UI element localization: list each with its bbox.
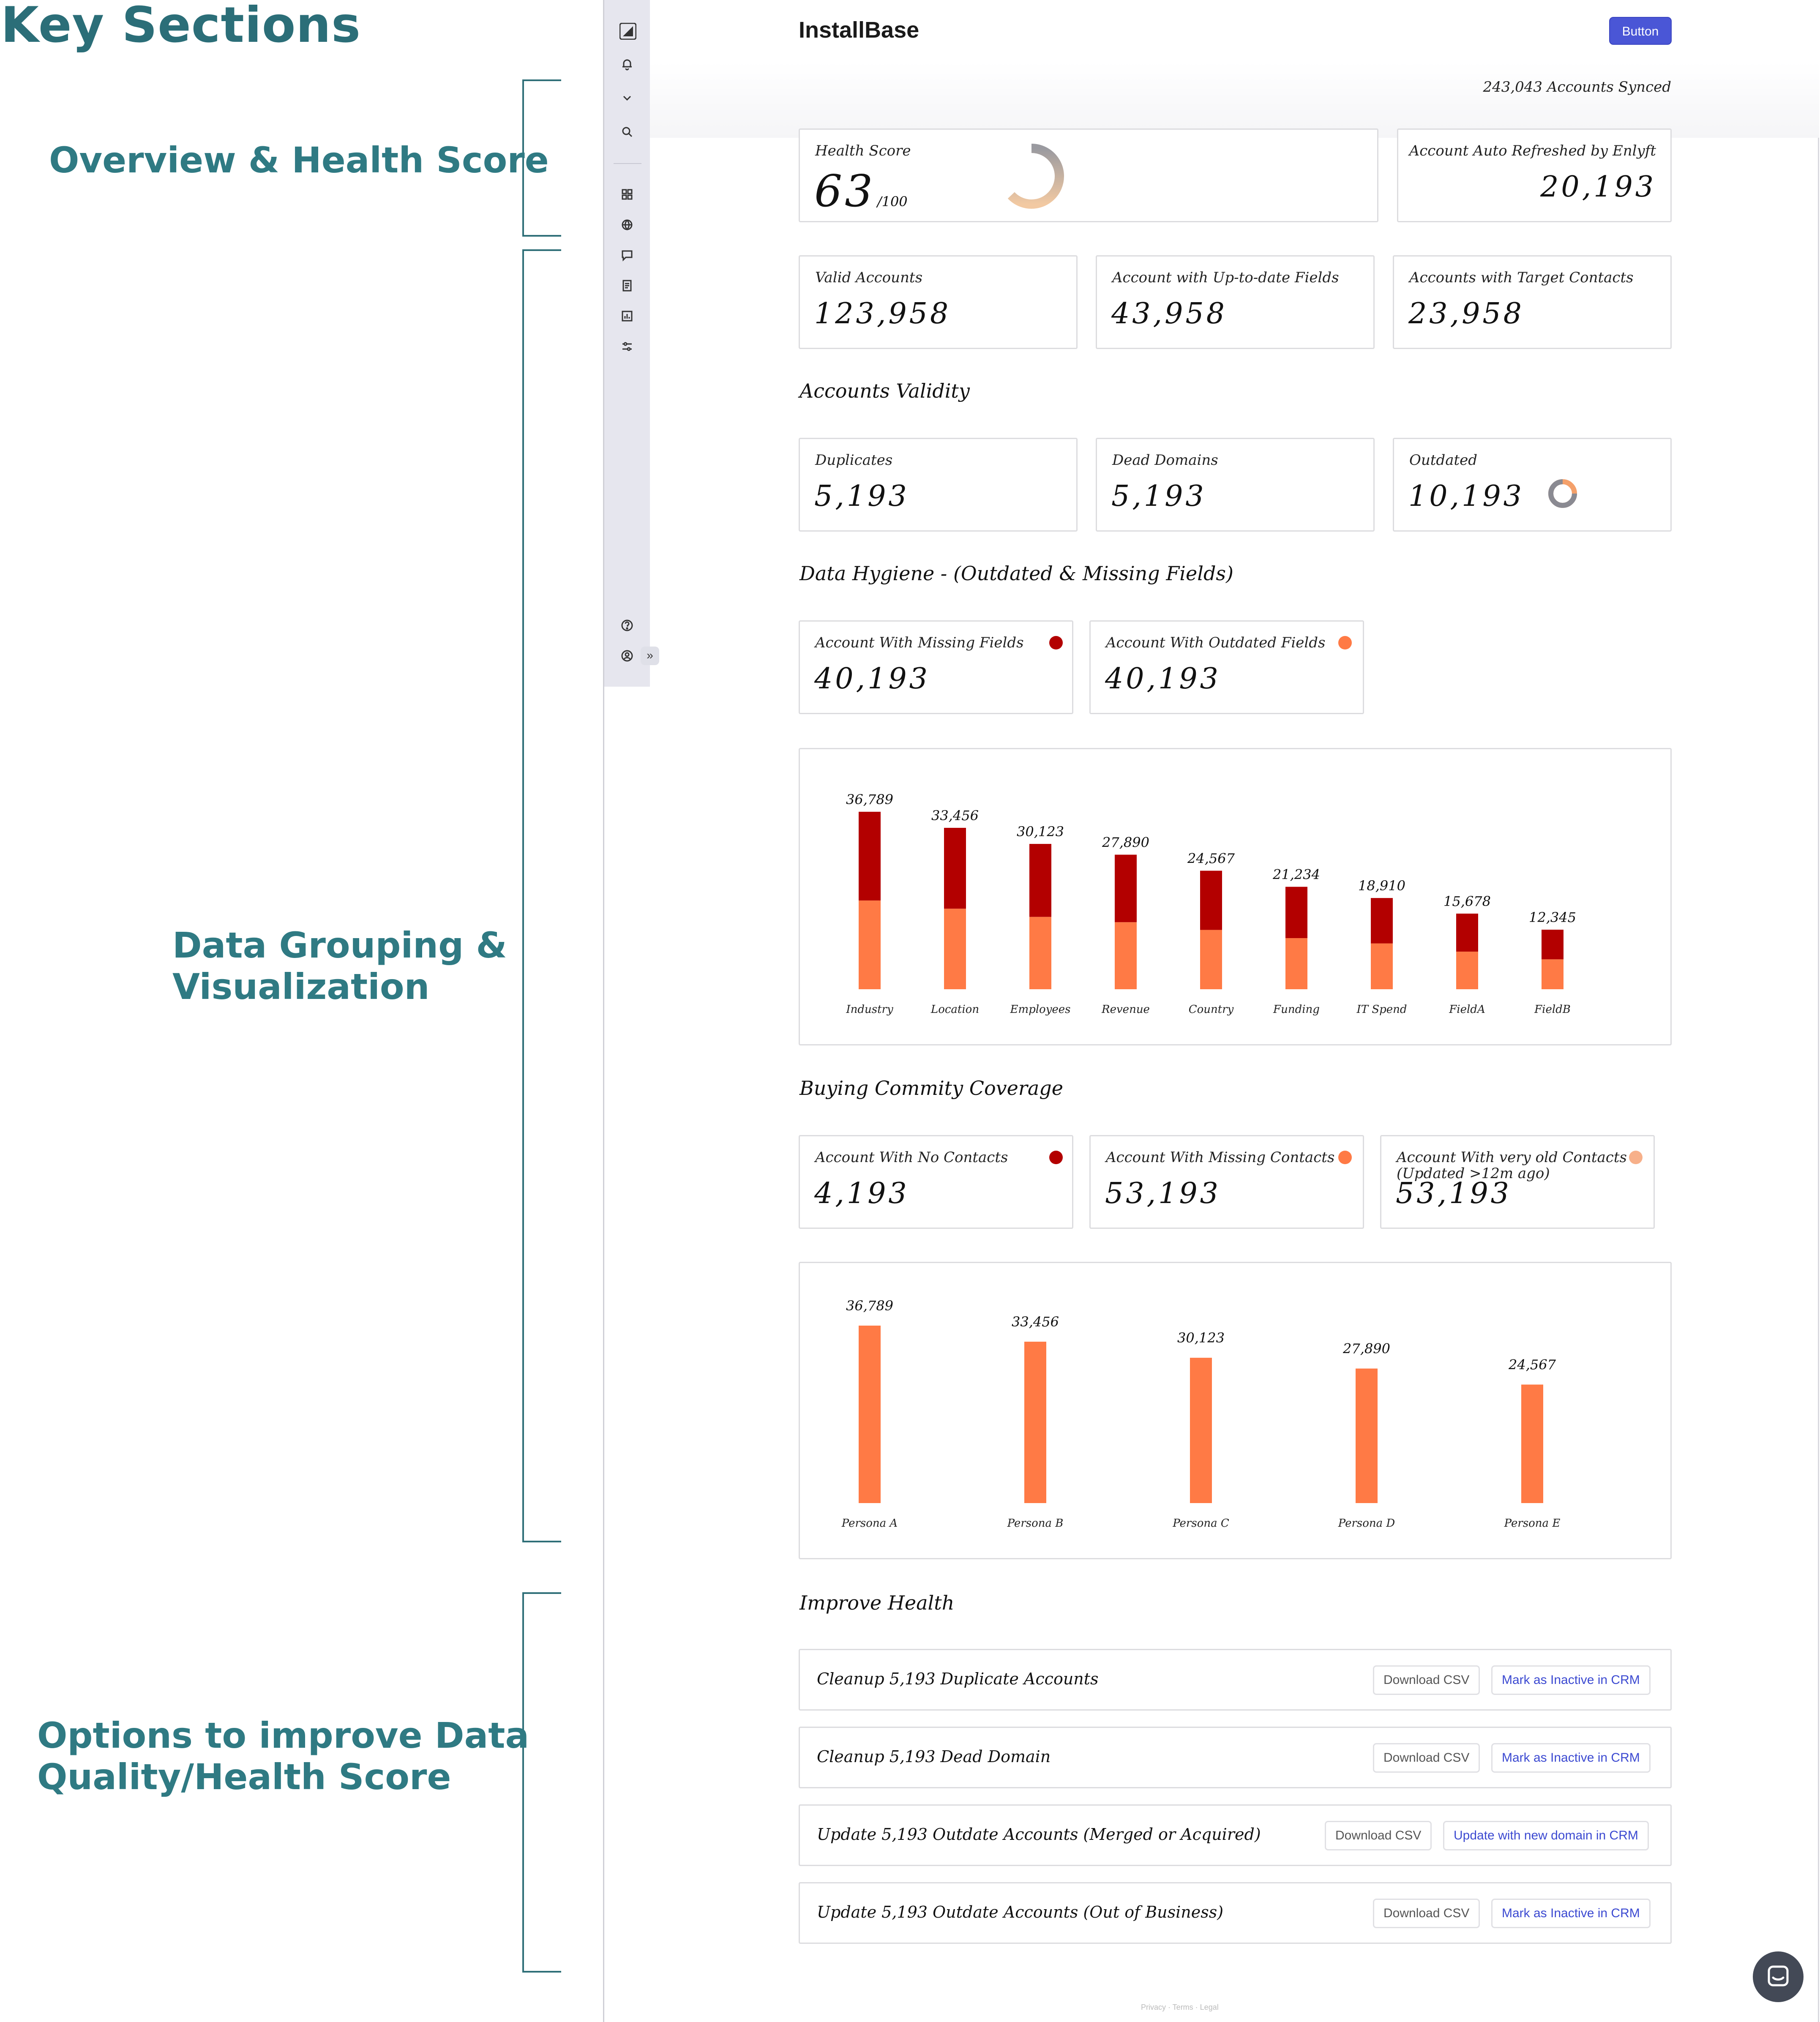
user-icon[interactable] <box>619 649 635 664</box>
action-label: Cleanup 5,193 Duplicate Accounts <box>817 1670 1099 1688</box>
bar-total-label: 21,234 <box>1273 866 1320 883</box>
mark-inactive-button[interactable]: Mark as Inactive in CRM <box>1491 1743 1651 1773</box>
action-row <box>799 1882 1672 1944</box>
x-tick-label: Funding <box>1273 1003 1320 1016</box>
buying-dot-old <box>1629 1151 1643 1164</box>
bar-persona <box>1356 1369 1378 1503</box>
annotation-options-line2: Quality/Health Score <box>37 1756 451 1798</box>
x-tick-label: Persona D <box>1338 1517 1395 1530</box>
hygiene-card <box>799 620 1073 714</box>
annotation-overview-text: Overview & Health Score <box>49 139 549 181</box>
bar-total-label: 27,890 <box>1102 834 1149 851</box>
sliders-icon[interactable] <box>619 340 635 355</box>
x-tick-label: Employees <box>1010 1003 1071 1016</box>
footer-links[interactable]: Privacy · Terms · Legal <box>1141 2003 1219 2011</box>
bar-value-label: 24,567 <box>1509 1356 1556 1373</box>
bar-persona <box>859 1326 881 1503</box>
x-tick-label: Industry <box>846 1003 893 1016</box>
bar-outdated <box>1542 959 1564 989</box>
persona-chart-container <box>799 1262 1672 1559</box>
x-tick-label: FieldB <box>1534 1003 1571 1016</box>
mark-inactive-button[interactable]: Mark as Inactive in CRM <box>1491 1899 1651 1928</box>
fields-chart <box>800 749 1670 1044</box>
hygiene-value: 40,193 <box>814 662 930 696</box>
hygiene-dot-outdated <box>1338 636 1352 649</box>
bar-outdated <box>1456 952 1478 989</box>
rail-divider <box>614 163 641 164</box>
buying-card <box>1380 1135 1655 1229</box>
globe-icon[interactable] <box>619 218 635 233</box>
buying-sublabel: (Updated >12m ago) <box>1397 1165 1550 1182</box>
auto-refreshed-value: 20,193 <box>1540 170 1656 204</box>
annotation-options-line1: Options to improve Data <box>37 1715 529 1756</box>
sub-bar <box>650 62 1819 138</box>
document-icon[interactable] <box>619 279 635 294</box>
x-tick-label: Country <box>1188 1003 1234 1016</box>
bar-missing <box>1285 887 1307 938</box>
bar-value-label: 33,456 <box>1012 1314 1059 1330</box>
auto-refreshed-card <box>1397 128 1672 222</box>
logo-icon[interactable] <box>619 23 635 38</box>
bar-outdated <box>944 909 966 989</box>
health-score-value: 63 <box>814 165 876 217</box>
chevron-down-icon[interactable] <box>619 91 635 106</box>
validity-card <box>799 438 1078 532</box>
fields-chart-container <box>799 748 1672 1045</box>
hygiene-card <box>1089 620 1364 714</box>
validity-label: Dead Domains <box>1112 452 1218 469</box>
bar-missing <box>944 828 966 909</box>
action-row <box>799 1804 1672 1866</box>
bell-icon[interactable] <box>619 57 635 73</box>
bar-missing <box>1115 855 1137 922</box>
x-tick-label: Location <box>930 1003 980 1016</box>
bar-total-label: 30,123 <box>1017 824 1064 840</box>
x-tick-label: IT Spend <box>1356 1003 1407 1016</box>
x-tick-label: Persona E <box>1504 1517 1561 1530</box>
bar-outdated <box>1029 917 1051 989</box>
bar-outdated <box>1115 922 1137 989</box>
bar-persona <box>1521 1385 1543 1503</box>
buying-dot-none <box>1049 1151 1063 1164</box>
buying-dot-missing <box>1338 1151 1352 1164</box>
annotation-options <box>37 1715 529 1798</box>
update-domain-button[interactable]: Update with new domain in CRM <box>1443 1821 1649 1850</box>
report-icon[interactable] <box>619 309 635 325</box>
health-score-suffix: /100 <box>877 194 908 210</box>
x-tick-label: Persona C <box>1173 1517 1229 1530</box>
validity-value: 5,193 <box>1111 480 1206 513</box>
bar-total-label: 18,910 <box>1358 878 1405 894</box>
health-score-card <box>799 128 1378 222</box>
bar-value-label: 27,890 <box>1343 1340 1390 1357</box>
action-label: Update 5,193 Outdate Accounts (Merged or Acquired) <box>817 1825 1261 1844</box>
bar-persona <box>1190 1358 1212 1503</box>
bar-outdated <box>1285 938 1307 989</box>
validity-value: 10,193 <box>1408 480 1524 513</box>
hygiene-label: Account With Missing Fields <box>815 634 1024 651</box>
search-icon[interactable] <box>619 125 635 140</box>
summary-card <box>1096 255 1375 349</box>
x-tick-label: Persona A <box>841 1517 898 1530</box>
annotation-grouping-line1: Data Grouping & <box>172 925 507 966</box>
action-label: Update 5,193 Outdate Accounts (Out of Business) <box>817 1903 1224 1921</box>
buying-value: 53,193 <box>1105 1177 1221 1210</box>
buying-label: Account With No Contacts <box>815 1149 1008 1166</box>
bar-missing <box>859 812 881 900</box>
hygiene-value: 40,193 <box>1105 662 1221 696</box>
bar-total-label: 36,789 <box>846 791 893 808</box>
bar-value-label: 36,789 <box>846 1298 893 1314</box>
mark-inactive-button[interactable]: Mark as Inactive in CRM <box>1491 1665 1651 1695</box>
expand-icon[interactable]: » <box>641 647 659 665</box>
bar-missing <box>1542 930 1564 959</box>
message-icon[interactable] <box>619 248 635 264</box>
bar-total-label: 24,567 <box>1187 850 1235 867</box>
summary-label: Accounts with Target Contacts <box>1409 269 1634 286</box>
download-csv-button[interactable]: Download CSV <box>1373 1665 1480 1695</box>
health-gauge <box>994 139 1069 213</box>
buying-label: Account With Missing Contacts <box>1106 1149 1335 1166</box>
validity-card <box>1393 438 1672 532</box>
download-csv-button[interactable]: Download CSV <box>1325 1821 1432 1850</box>
action-row <box>799 1649 1672 1711</box>
dashboard-icon[interactable] <box>619 188 635 203</box>
annotation-grouping-line2: Visualization <box>172 966 430 1007</box>
summary-value: 23,958 <box>1408 297 1524 330</box>
chat-icon <box>1753 1951 1804 2002</box>
bar-total-label: 33,456 <box>931 808 979 824</box>
buying-card <box>1089 1135 1364 1229</box>
validity-title: Accounts Validity <box>799 379 970 402</box>
download-csv-button[interactable]: Download CSV <box>1373 1899 1480 1928</box>
health-score-label: Health Score <box>815 142 911 159</box>
annotation-overview <box>49 139 549 181</box>
buying-card <box>799 1135 1073 1229</box>
bar-outdated <box>1371 944 1393 989</box>
help-icon[interactable] <box>619 619 635 634</box>
annotation-grouping <box>172 925 507 1007</box>
outdated-donut <box>1547 478 1578 509</box>
annotation-title: Key Sections <box>1 0 361 54</box>
bar-missing <box>1371 898 1393 943</box>
x-tick-label: Revenue <box>1102 1003 1150 1016</box>
page-title: InstallBase <box>799 17 920 43</box>
bracket-grouping <box>522 249 561 1542</box>
bar-value-label: 30,123 <box>1177 1330 1225 1346</box>
summary-value: 43,958 <box>1111 297 1227 330</box>
summary-card <box>799 255 1078 349</box>
chat-launcher[interactable] <box>1753 1951 1804 2002</box>
bar-missing <box>1200 871 1222 930</box>
summary-value: 123,958 <box>814 297 951 330</box>
buying-label: Account With very old Contacts <box>1397 1149 1627 1166</box>
accounts-synced: 243,043 Accounts Synced <box>1483 79 1671 96</box>
validity-label: Outdated <box>1409 452 1478 469</box>
bar-total-label: 12,345 <box>1529 909 1576 926</box>
buying-value: 53,193 <box>1396 1177 1512 1210</box>
summary-label: Account with Up-to-date Fields <box>1112 269 1339 286</box>
header-button[interactable]: Button <box>1609 17 1672 45</box>
action-row <box>799 1727 1672 1788</box>
auto-refreshed-label: Account Auto Refreshed by Enlyft <box>1409 142 1656 159</box>
buying-title: Buying Commity Coverage <box>799 1077 1063 1100</box>
hygiene-dot-missing <box>1049 636 1063 649</box>
summary-card <box>1393 255 1672 349</box>
bar-outdated <box>1200 930 1222 989</box>
hygiene-title: Data Hygiene - (Outdated & Missing Fields) <box>799 562 1233 585</box>
improve-title: Improve Health <box>799 1591 955 1614</box>
bar-missing <box>1456 914 1478 952</box>
bar-total-label: 15,678 <box>1443 893 1491 910</box>
persona-chart <box>800 1263 1670 1558</box>
validity-label: Duplicates <box>815 452 893 469</box>
hygiene-label: Account With Outdated Fields <box>1106 634 1326 651</box>
validity-card <box>1096 438 1375 532</box>
download-csv-button[interactable]: Download CSV <box>1373 1743 1480 1773</box>
bar-persona <box>1024 1342 1046 1503</box>
bar-outdated <box>859 900 881 989</box>
x-tick-label: Persona B <box>1007 1517 1064 1530</box>
action-label: Cleanup 5,193 Dead Domain <box>817 1747 1051 1766</box>
health-score-value-wrap <box>814 165 908 217</box>
x-tick-label: FieldA <box>1449 1003 1485 1016</box>
bar-missing <box>1029 844 1051 917</box>
summary-label: Valid Accounts <box>815 269 923 286</box>
validity-value: 5,193 <box>814 480 909 513</box>
buying-value: 4,193 <box>814 1177 909 1210</box>
